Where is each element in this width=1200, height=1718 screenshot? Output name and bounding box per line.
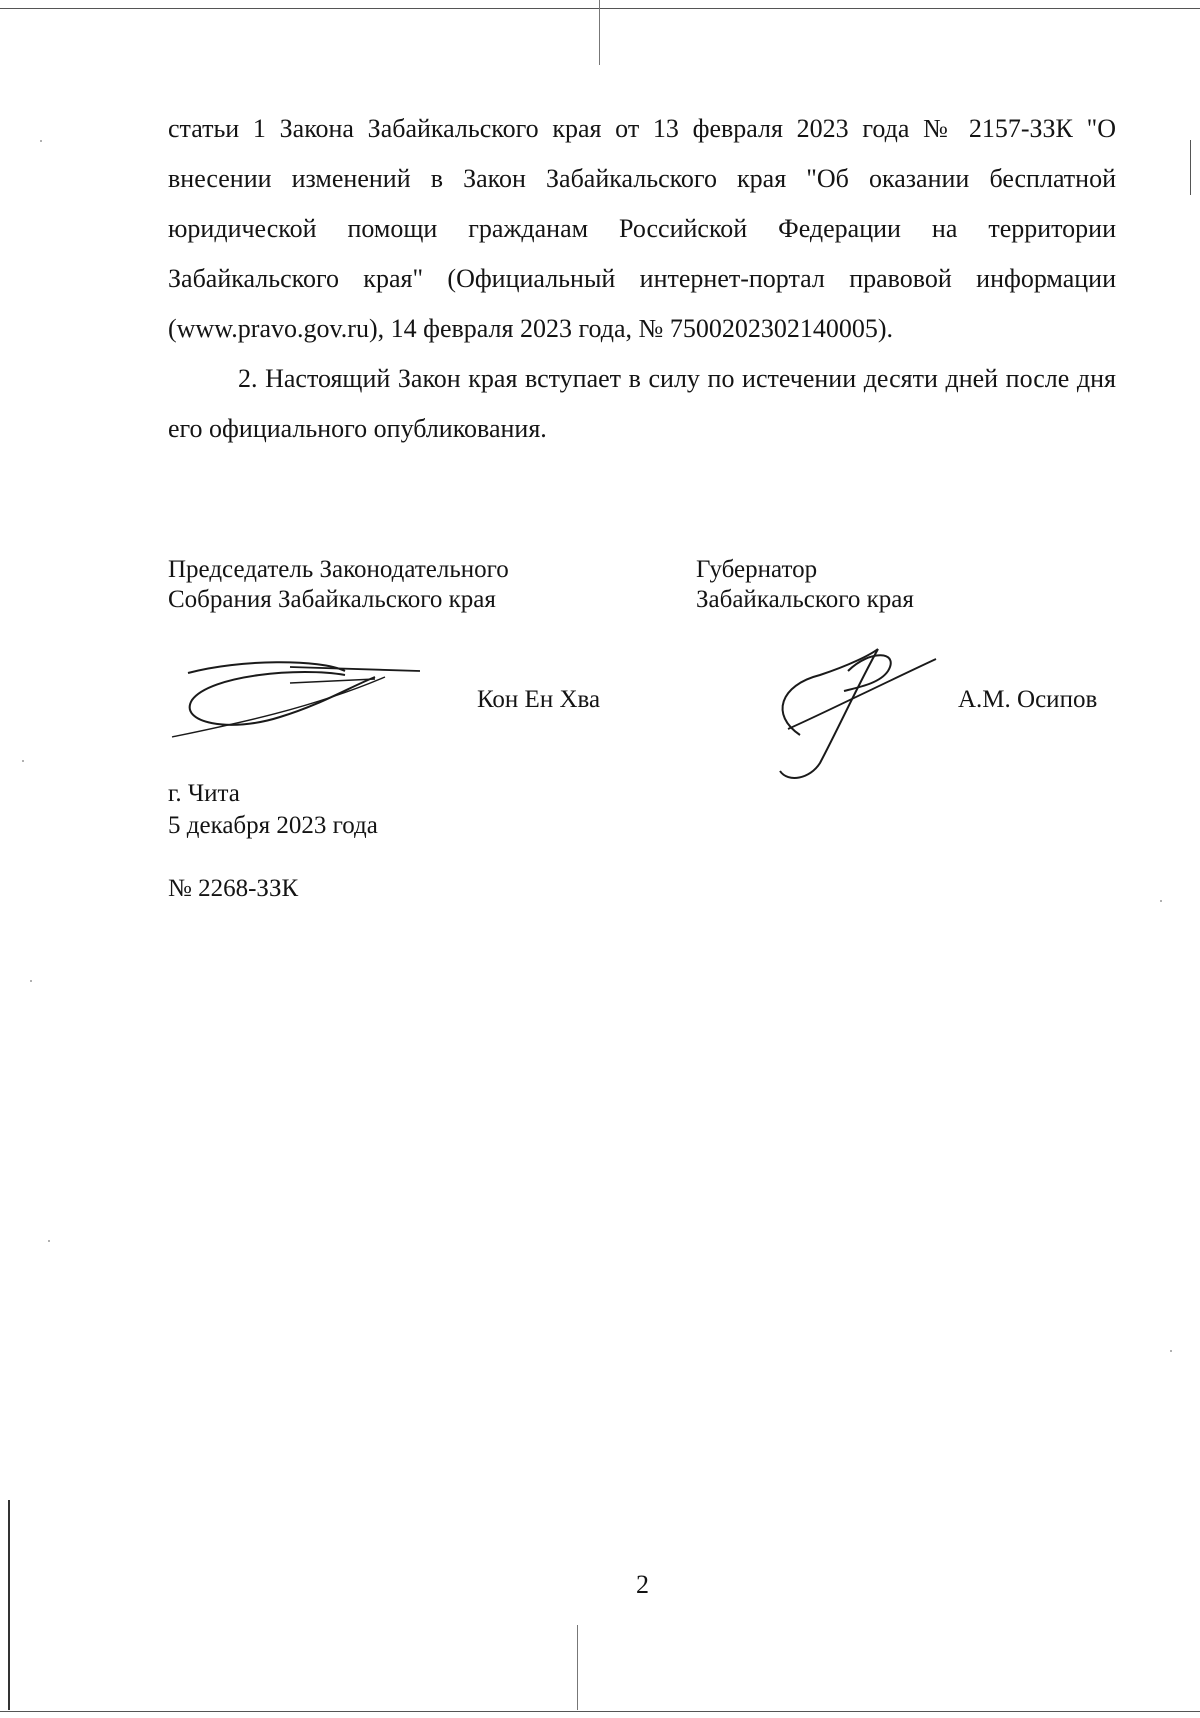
scan-border-top <box>0 8 1200 9</box>
scan-edge-left <box>8 1500 10 1710</box>
scan-border-bottom <box>0 1711 1200 1712</box>
signing-date: 5 декабря 2023 года <box>168 812 378 839</box>
governor-title-line-1: Губернатор <box>696 556 818 583</box>
city: г. Чита <box>168 780 240 807</box>
chair-title-block <box>168 555 509 615</box>
chair-title-line-2: Собрания Забайкальского края <box>168 586 496 613</box>
page-number: 2 <box>636 1570 649 1599</box>
governor-name: А.М. Осипов <box>958 686 1098 713</box>
chair-title-line-1: Председатель Законодательного <box>168 556 509 583</box>
scan-speck <box>1170 1350 1172 1352</box>
scan-speck <box>30 980 32 982</box>
scan-speck <box>1160 900 1162 902</box>
governor-title-block <box>696 555 914 615</box>
staple-mark-top <box>599 0 600 65</box>
scan-speck <box>22 760 24 762</box>
chair-name: Кон Ен Хва <box>477 686 601 713</box>
scan-speck <box>40 140 42 142</box>
governor-signature <box>760 645 940 785</box>
law-text-paragraph-2 <box>168 354 1116 454</box>
scan-speck <box>48 1240 50 1242</box>
paragraph-1-text: статьи 1 Закона Забайкальского края от 13 февраля 2023 года № 2157-ЗЗК "О внесении изменений в Закон Забайкальского края "Об оказании бесплатной юридической помощи гражданам Российской Федерации на территории Забайкальского края" (Официальный интернет-портал правовой информации (www.pravo.gov.ru), 14 февраля 2023 года, № 7500202302140005). <box>168 114 1116 343</box>
scan-edge-right <box>1190 140 1191 195</box>
paragraph-2-text: 2. Настоящий Закон края вступает в силу по истечении десяти дней после дня его официального опубликования. <box>168 364 1116 443</box>
chair-signature <box>170 645 430 745</box>
staple-mark-bottom <box>577 1625 578 1710</box>
governor-title-line-2: Забайкальского края <box>696 586 914 613</box>
law-text-paragraph-1 <box>168 104 1116 354</box>
law-number: № 2268-ЗЗК <box>168 875 299 902</box>
place-and-date <box>168 778 378 842</box>
